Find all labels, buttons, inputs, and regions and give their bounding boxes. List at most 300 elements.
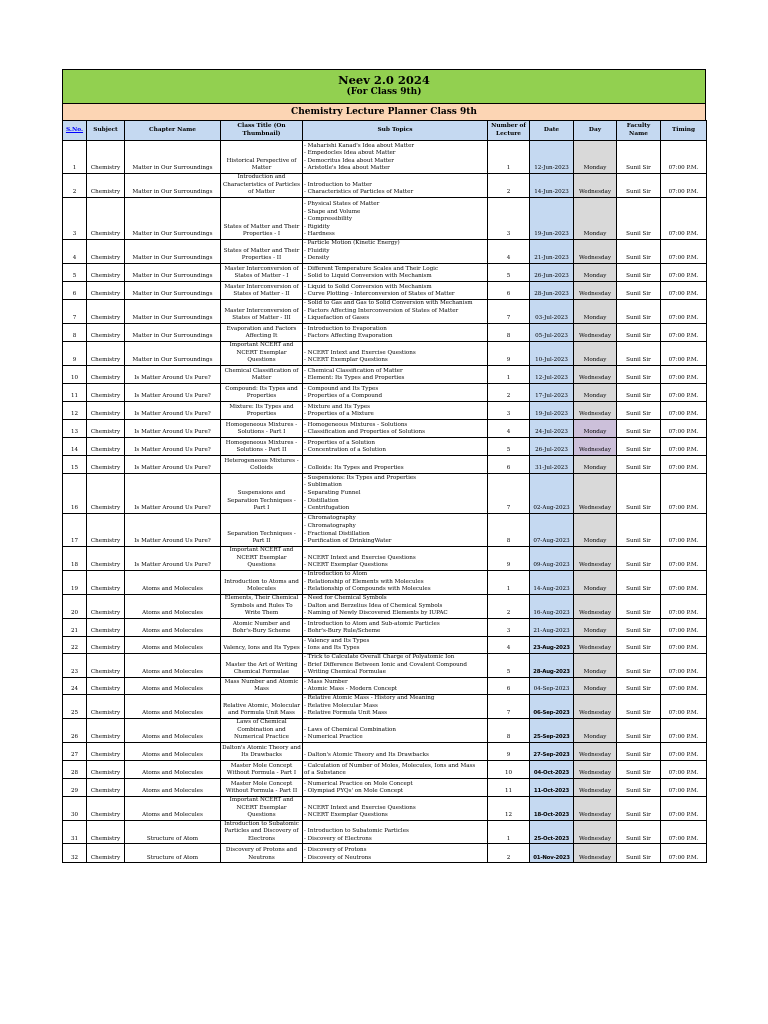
cell-class-title: Master Interconversion of States of Matter - I [221,263,303,281]
cell-subject: Chemistry [87,513,125,546]
cell-subject: Chemistry [87,594,125,618]
date-text: 05-Jul-2023 [535,333,568,340]
sub-topic-line: - Naming of Newly Discovered Elements by IUPAC [304,610,448,617]
sub-topic-line: - Liquid to Solid Conversion with Mechanism [304,283,432,290]
cell-sub-topics [303,742,488,760]
cell-class-title: Separation Techniques - Part II [221,513,303,546]
cell-lecture-number: 1 [488,365,530,383]
table-row [63,653,707,677]
cell-day: Wednesday [574,473,617,513]
cell-lecture-number: 11 [488,778,530,796]
date-text: 27-Sep-2023 [533,752,570,759]
cell-timing: 07:00 P.M. [661,760,707,778]
cell-chapter: Is Matter Around Us Pure? [125,473,221,513]
column-header-chapter: Chapter Name [125,121,221,141]
cell-class-title: Important NCERT and NCERT Exemplar Questions [221,341,303,365]
cell-sub-topics [303,419,488,437]
date-text: 16-Aug-2023 [533,610,570,617]
banner [62,69,706,103]
cell-sno: 32 [63,844,87,863]
sub-topic-line: - Need for Chemical Symbols [304,595,387,601]
sub-topic-line: - Valency and Its Types [304,637,370,644]
cell-lecture-number: 7 [488,694,530,718]
cell-chapter: Matter in Our Surroundings [125,299,221,323]
sub-topic-line: - Mixture and Its Types [304,403,371,410]
cell-timing: 07:00 P.M. [661,473,707,513]
cell-chapter: Atoms and Molecules [125,742,221,760]
cell-date [530,820,574,844]
cell-date [530,323,574,341]
cell-chapter: Atoms and Molecules [125,718,221,742]
sub-topic-line: - Ions and Its Types [304,645,360,652]
cell-day: Wednesday [574,844,617,863]
cell-sub-topics [303,778,488,796]
sub-topic-line: - Shape and Volume [304,208,361,215]
cell-chapter: Matter in Our Surroundings [125,174,221,198]
cell-faculty: Sunil Sir [617,594,661,618]
cell-timing: 07:00 P.M. [661,796,707,820]
table-body [63,141,707,863]
table-row [63,796,707,820]
cell-chapter: Matter in Our Surroundings [125,323,221,341]
cell-faculty: Sunil Sir [617,694,661,718]
cell-chapter: Is Matter Around Us Pure? [125,365,221,383]
cell-chapter: Structure of Atom [125,844,221,863]
sub-topic-line: - Discovery of Neutrons [304,854,372,861]
cell-faculty: Sunil Sir [617,473,661,513]
cell-timing: 07:00 P.M. [661,383,707,401]
cell-date [530,365,574,383]
sub-topic-line: - Curve Plotting - Interconversion of States of Matter [304,291,455,298]
cell-chapter: Atoms and Molecules [125,760,221,778]
cell-timing: 07:00 P.M. [661,820,707,844]
date-text: 12-Jul-2023 [535,375,568,382]
cell-day: Monday [574,653,617,677]
cell-chapter: Atoms and Molecules [125,796,221,820]
date-text: 18-Oct-2023 [533,812,570,819]
cell-chapter: Atoms and Molecules [125,618,221,636]
cell-class-title: Compound: Its Types and Properties [221,383,303,401]
cell-sub-topics [303,401,488,419]
cell-timing: 07:00 P.M. [661,365,707,383]
sub-topic-line: - Rigidity [304,223,330,230]
cell-faculty: Sunil Sir [617,198,661,240]
cell-date [530,383,574,401]
cell-faculty: Sunil Sir [617,141,661,174]
cell-date [530,141,574,174]
cell-day: Wednesday [574,778,617,796]
cell-lecture-number: 4 [488,419,530,437]
cell-faculty: Sunil Sir [617,636,661,653]
cell-faculty: Sunil Sir [617,240,661,264]
date-text: 21-Aug-2023 [533,628,570,635]
cell-class-title: Homogeneous Mixtures - Solutions - Part I [221,419,303,437]
cell-timing: 07:00 P.M. [661,594,707,618]
cell-faculty: Sunil Sir [617,323,661,341]
sub-topic-line: - Brief Difference Between Ionic and Covalent Compound [304,661,467,668]
cell-date [530,796,574,820]
cell-day: Wednesday [574,636,617,653]
cell-sub-topics [303,341,488,365]
sub-topic-line: - Introduction to Evaporation [304,325,387,332]
cell-faculty: Sunil Sir [617,653,661,677]
cell-class-title: Evaporation and Factors Affecting It [221,323,303,341]
cell-sno: 6 [63,281,87,299]
cell-date [530,760,574,778]
cell-class-title: States of Matter and Their Properties - II [221,240,303,264]
cell-sub-topics [303,299,488,323]
cell-lecture-number: 6 [488,455,530,473]
cell-date [530,742,574,760]
cell-day: Monday [574,677,617,694]
cell-sub-topics [303,281,488,299]
cell-class-title: Master Mole Concept Without Formula - Part I [221,760,303,778]
cell-date [530,694,574,718]
sub-topic-line: - Separating Funnel [304,490,361,496]
cell-lecture-number: 6 [488,281,530,299]
column-header-subject: Subject [87,121,125,141]
cell-chapter: Is Matter Around Us Pure? [125,383,221,401]
table-row [63,742,707,760]
cell-class-title: Chemical Classification of Matter [221,365,303,383]
cell-subject: Chemistry [87,778,125,796]
date-text: 25-Oct-2023 [533,835,570,842]
sub-topic-line: - Chromatography [304,523,356,529]
date-text: 01-Nov-2023 [533,854,570,861]
sub-topic-line: - NCERT Intext and Exercise Questions [304,349,416,356]
cell-day: Wednesday [574,820,617,844]
table-row [63,778,707,796]
date-text: 26-Jun-2023 [534,273,569,280]
cell-class-title: Master the Art of Writing Chemical Formulae [221,653,303,677]
cell-sub-topics [303,141,488,174]
cell-date [530,401,574,419]
cell-day: Wednesday [574,694,617,718]
cell-day: Monday [574,570,617,594]
cell-date [530,594,574,618]
cell-sub-topics [303,198,488,240]
cell-lecture-number: 2 [488,174,530,198]
cell-timing: 07:00 P.M. [661,437,707,455]
sub-topic-line: - NCERT Exemplar Questions [304,357,388,364]
cell-sno: 27 [63,742,87,760]
column-header-class-title: Class Title (On Thumbnail) [221,121,303,141]
cell-faculty: Sunil Sir [617,742,661,760]
sub-topic-line: - Numerical Practice [304,734,363,741]
cell-subject: Chemistry [87,281,125,299]
table-row [63,401,707,419]
cell-day: Monday [574,341,617,365]
sub-topic-line: - Discovery of Protons [304,847,367,854]
cell-sno: 26 [63,718,87,742]
cell-class-title: Suspensions and Separation Techniques - Part I [221,473,303,513]
date-text: 14-Jun-2023 [534,189,569,196]
cell-sno: 9 [63,341,87,365]
sub-topic-line: of a Substance [304,770,346,777]
cell-sub-topics [303,240,488,264]
date-text: 19-Jun-2023 [534,231,569,238]
cell-lecture-number: 1 [488,141,530,174]
sub-topic-line: - Compound and Its Types [304,385,379,392]
cell-class-title: Relative Atomic, Molecular and Formula Unit Mass [221,694,303,718]
sub-topic-line: - Introduction to Subatomic Particles [304,828,409,835]
cell-timing: 07:00 P.M. [661,141,707,174]
cell-chapter: Is Matter Around Us Pure? [125,401,221,419]
cell-sno: 11 [63,383,87,401]
cell-subject: Chemistry [87,820,125,844]
cell-sno: 3 [63,198,87,240]
table-row [63,513,707,546]
cell-faculty: Sunil Sir [617,677,661,694]
cell-sno: 13 [63,419,87,437]
cell-class-title: Historical Perspective of Matter [221,141,303,174]
cell-subject: Chemistry [87,419,125,437]
cell-sub-topics [303,594,488,618]
date-text: 31-Jul-2023 [535,465,568,472]
cell-sno: 15 [63,455,87,473]
table-row [63,141,707,174]
cell-date [530,174,574,198]
cell-date [530,513,574,546]
cell-day: Monday [574,141,617,174]
cell-day: Monday [574,198,617,240]
sub-topic-line: - Factors Affecting Evaporation [304,333,393,340]
cell-lecture-number: 2 [488,594,530,618]
cell-sno: 8 [63,323,87,341]
cell-faculty: Sunil Sir [617,419,661,437]
sub-topic-line: - Empedocles Idea about Matter [304,150,396,157]
cell-sub-topics [303,455,488,473]
cell-sno: 24 [63,677,87,694]
cell-timing: 07:00 P.M. [661,546,707,570]
cell-class-title: Master Interconversion of States of Matter - II [221,281,303,299]
date-text: 06-Sep-2023 [533,710,570,717]
cell-timing: 07:00 P.M. [661,299,707,323]
cell-lecture-number: 6 [488,677,530,694]
table-row [63,365,707,383]
cell-date [530,263,574,281]
sub-topic-line: - Numerical Practice on Mole Concept [304,780,413,787]
date-text: 19-Jul-2023 [535,411,568,418]
cell-subject: Chemistry [87,323,125,341]
sub-topic-line: - Liquefaction of Gases [304,315,370,322]
cell-subject: Chemistry [87,653,125,677]
cell-class-title: Homogeneous Mixtures - Solutions - Part II [221,437,303,455]
cell-day: Wednesday [574,240,617,264]
cell-chapter: Is Matter Around Us Pure? [125,546,221,570]
date-text: 21-Jun-2023 [534,255,569,262]
sub-topic-line: - Factors Affecting Interconversion of States of Matter [304,307,459,314]
sub-topic-line: - Suspensions: Its Types and Properties [304,474,417,481]
sub-topic-line: - Physical States of Matter [304,201,380,208]
cell-timing: 07:00 P.M. [661,455,707,473]
cell-sub-topics [303,618,488,636]
cell-faculty: Sunil Sir [617,820,661,844]
cell-sno: 22 [63,636,87,653]
cell-lecture-number: 4 [488,240,530,264]
cell-chapter: Matter in Our Surroundings [125,281,221,299]
cell-sno: 4 [63,240,87,264]
cell-sno: 31 [63,820,87,844]
cell-class-title: Mixture: Its Types and Properties [221,401,303,419]
sub-topic-line: - Laws of Chemical Combination [304,726,396,733]
cell-day: Wednesday [574,323,617,341]
sub-topic-line: - Relative Atomic Mass - History and Meaning [304,695,435,701]
cell-sno: 5 [63,263,87,281]
column-header-timing: Timing [661,121,707,141]
cell-chapter: Matter in Our Surroundings [125,198,221,240]
cell-class-title: Introduction to Subatomic Particles and Discovery of Electrons [221,820,303,844]
sub-topic-line: - Solid to Liquid Conversion with Mechanism [304,273,432,280]
cell-lecture-number: 8 [488,513,530,546]
sub-topic-line: - Solid to Gas and Gas to Solid Conversion with Mechanism [304,300,473,306]
cell-chapter: Atoms and Molecules [125,636,221,653]
cell-date [530,455,574,473]
cell-chapter: Is Matter Around Us Pure? [125,513,221,546]
cell-subject: Chemistry [87,174,125,198]
cell-faculty: Sunil Sir [617,760,661,778]
cell-sub-topics [303,513,488,546]
cell-subject: Chemistry [87,141,125,174]
table-row [63,844,707,863]
cell-subject: Chemistry [87,383,125,401]
cell-timing: 07:00 P.M. [661,323,707,341]
sub-topic-line: - Discovery of Electrons [304,835,372,842]
sub-topic-line: - Colloids: Its Types and Properties [304,465,404,472]
cell-class-title: Atomic Number and Bohr's-Bury Scheme [221,618,303,636]
cell-subject: Chemistry [87,240,125,264]
cell-subject: Chemistry [87,401,125,419]
cell-sub-topics [303,546,488,570]
cell-lecture-number: 1 [488,570,530,594]
cell-chapter: Matter in Our Surroundings [125,263,221,281]
cell-lecture-number: 2 [488,844,530,863]
cell-faculty: Sunil Sir [617,263,661,281]
cell-class-title: Elements, Their Chemical Symbols and Rules To Write Them [221,594,303,618]
sub-topic-line: - NCERT Exemplar Questions [304,812,388,819]
cell-lecture-number: 7 [488,473,530,513]
cell-faculty: Sunil Sir [617,365,661,383]
cell-sub-topics [303,844,488,863]
sub-topic-line: - Introduction to Matter [304,181,372,188]
cell-day: Wednesday [574,796,617,820]
cell-lecture-number: 9 [488,341,530,365]
table-row [63,323,707,341]
table-row [63,383,707,401]
cell-date [530,473,574,513]
date-text: 11-Oct-2023 [533,788,570,795]
cell-faculty: Sunil Sir [617,570,661,594]
cell-day: Wednesday [574,174,617,198]
table-row [63,281,707,299]
sub-topic-line: - Calculation of Number of Moles, Molecules, Ions and Mass [304,762,476,769]
cell-subject: Chemistry [87,546,125,570]
cell-chapter: Atoms and Molecules [125,694,221,718]
cell-timing: 07:00 P.M. [661,636,707,653]
sub-topic-line: - Purification of DrinkingWater [304,538,392,545]
sub-topic-line: - NCERT Intext and Exercise Questions [304,804,416,811]
sub-topic-line: - Homogeneous Mixtures - Solutions [304,421,408,428]
cell-date [530,570,574,594]
cell-date [530,546,574,570]
cell-sno: 23 [63,653,87,677]
cell-faculty: Sunil Sir [617,383,661,401]
cell-subject: Chemistry [87,341,125,365]
column-header-day: Day [574,121,617,141]
cell-lecture-number: 7 [488,299,530,323]
sub-topic-line: - Fluidity [304,247,330,254]
cell-faculty: Sunil Sir [617,778,661,796]
cell-subject: Chemistry [87,718,125,742]
cell-sub-topics [303,677,488,694]
cell-lecture-number: 4 [488,636,530,653]
sub-topic-line: - Relationship of Compounds with Molecules [304,586,431,593]
cell-day: Monday [574,263,617,281]
cell-timing: 07:00 P.M. [661,844,707,863]
cell-timing: 07:00 P.M. [661,240,707,264]
cell-date [530,281,574,299]
sub-topic-line: - Atomic Mass - Modern Concept [304,686,398,693]
cell-class-title: Introduction to Atoms and Molecules [221,570,303,594]
cell-sub-topics [303,796,488,820]
sub-topic-line: - Distillation [304,497,339,504]
date-text: 28-Aug-2023 [533,669,570,676]
cell-subject: Chemistry [87,677,125,694]
column-header-faculty: Faculty Name [617,121,661,141]
table-row [63,299,707,323]
column-header-sno[interactable]: S.No. [63,121,87,141]
cell-sub-topics [303,174,488,198]
cell-timing: 07:00 P.M. [661,778,707,796]
sub-topic-line: - Chemical Classification of Matter [304,367,403,374]
cell-subject: Chemistry [87,455,125,473]
cell-chapter: Atoms and Molecules [125,570,221,594]
cell-sub-topics [303,383,488,401]
sub-topic-line: - Properties of a Solution [304,439,375,446]
cell-subject: Chemistry [87,299,125,323]
planner-title: Chemistry Lecture Planner Class 9th [62,103,706,120]
sub-topic-line: - Writing Chemical Formulae [304,669,386,676]
cell-day: Monday [574,419,617,437]
cell-subject: Chemistry [87,636,125,653]
cell-chapter: Is Matter Around Us Pure? [125,437,221,455]
sub-topic-line: - Mass Number [304,678,348,685]
column-header-date: Date [530,121,574,141]
table-row [63,694,707,718]
cell-class-title: Master Interconversion of States of Matter - III [221,299,303,323]
table-row [63,455,707,473]
header-row [63,121,707,141]
sub-topic-line: - Properties of a Compound [304,393,383,400]
date-text: 12-Jun-2023 [534,165,569,172]
date-text: 25-Sep-2023 [533,734,570,741]
sub-topic-line: - Bohr's-Bury Rule/Scheme [304,628,381,635]
cell-faculty: Sunil Sir [617,844,661,863]
cell-sno: 1 [63,141,87,174]
table-row [63,570,707,594]
sub-topic-line: - Relationship of Elements with Molecules [304,578,424,585]
cell-timing: 07:00 P.M. [661,281,707,299]
cell-sub-topics [303,636,488,653]
table-row [63,437,707,455]
sub-topic-line: - Properties of a Mixture [304,411,374,418]
cell-class-title: Master Mole Concept Without Formula - Part II [221,778,303,796]
cell-sno: 16 [63,473,87,513]
sub-topic-line: - Sublimation [304,482,342,489]
cell-faculty: Sunil Sir [617,299,661,323]
cell-timing: 07:00 P.M. [661,263,707,281]
sub-topic-line: - Olympiad PYQs' on Mole Concept [304,788,404,795]
